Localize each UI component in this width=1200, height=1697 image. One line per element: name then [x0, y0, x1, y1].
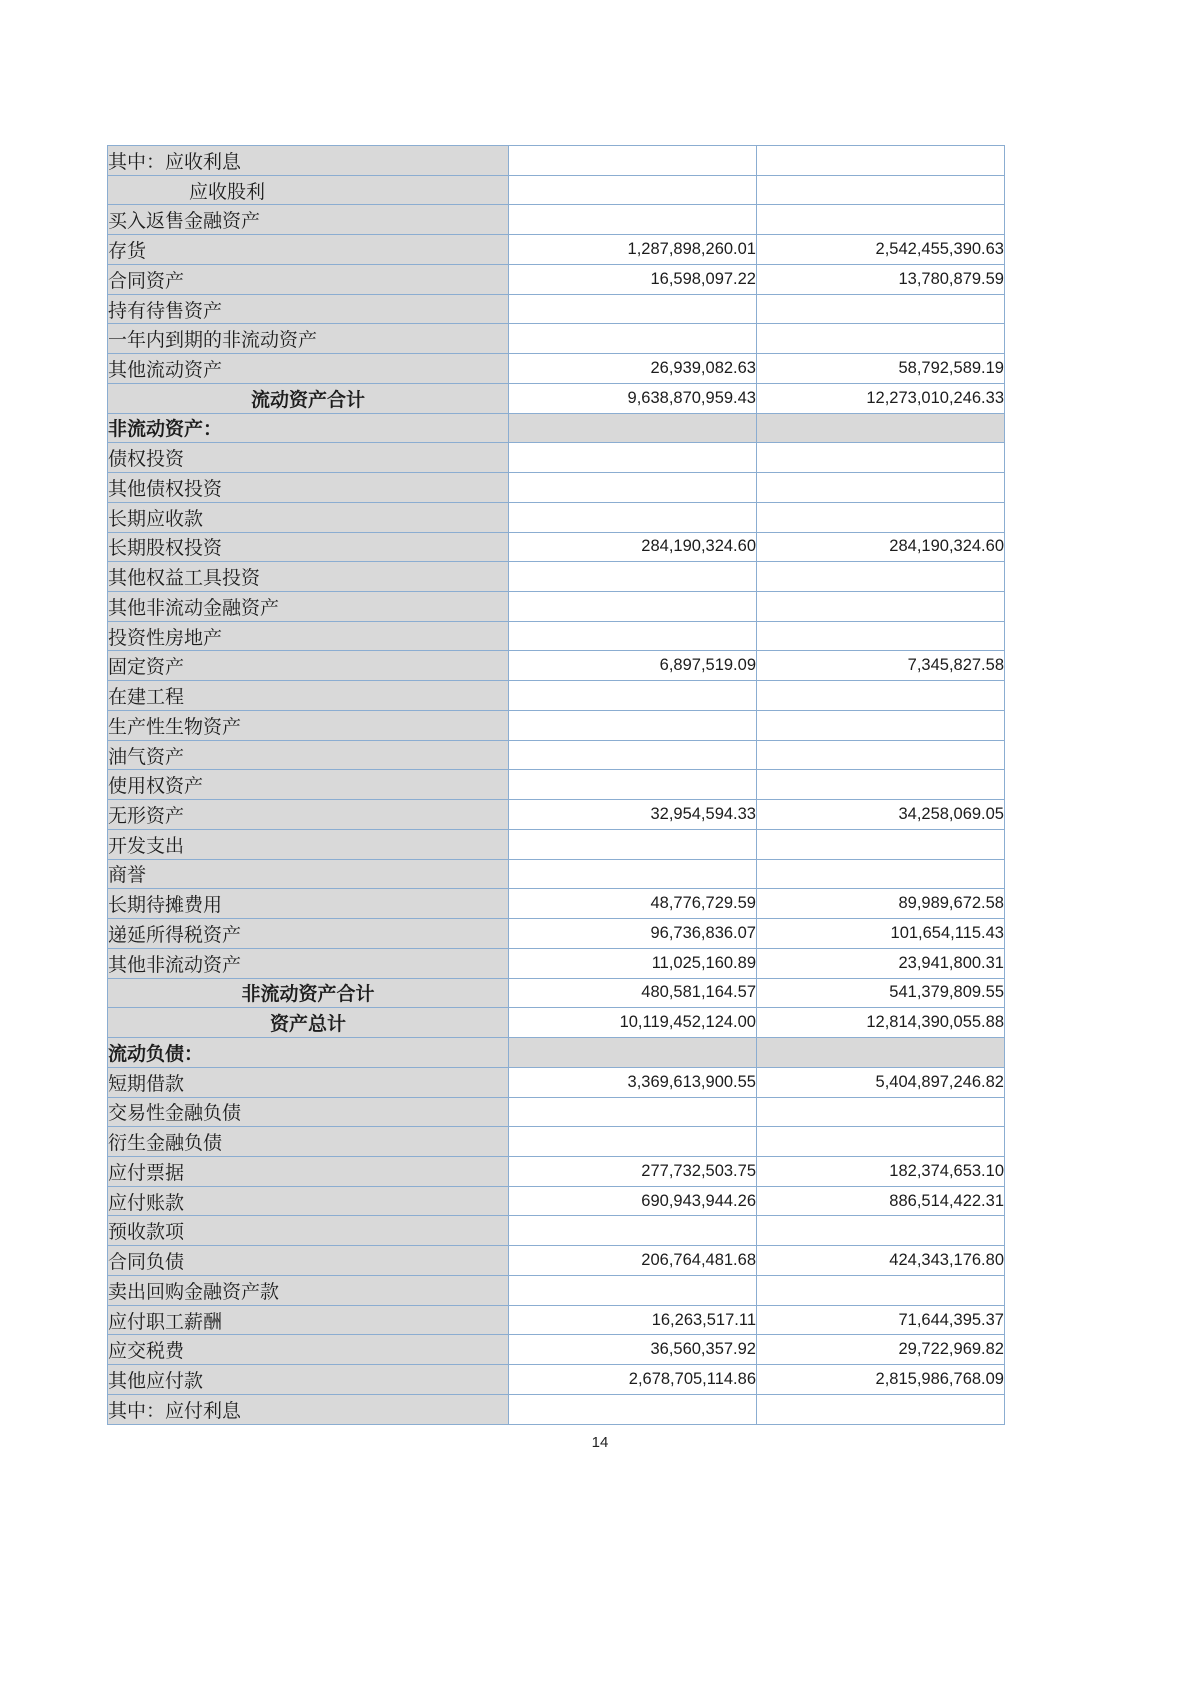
table-row	[108, 740, 1005, 770]
table-row	[108, 919, 1005, 949]
row-label-cell: 其中：应收利息	[108, 146, 509, 176]
value-previous-cell	[757, 681, 1005, 711]
table-row	[108, 1067, 1005, 1097]
row-label-cell: 应付职工薪酬	[108, 1305, 509, 1335]
table-row	[108, 502, 1005, 532]
value-previous-cell: 424,343,176.80	[757, 1246, 1005, 1276]
value-previous-cell	[757, 829, 1005, 859]
row-label-cell: 其他非流动金融资产	[108, 592, 509, 622]
value-current-cell	[509, 829, 757, 859]
value-previous-cell: 182,374,653.10	[757, 1156, 1005, 1186]
value-current-cell: 32,954,594.33	[509, 800, 757, 830]
value-previous-cell	[757, 562, 1005, 592]
row-label-cell: 应付票据	[108, 1156, 509, 1186]
value-previous-cell	[757, 621, 1005, 651]
table-row	[108, 294, 1005, 324]
table-row	[108, 1365, 1005, 1395]
table-row	[108, 443, 1005, 473]
table-row	[108, 473, 1005, 503]
table-row	[108, 770, 1005, 800]
value-previous-cell	[757, 443, 1005, 473]
row-label-cell: 生产性生物资产	[108, 710, 509, 740]
row-label-cell: 开发支出	[108, 829, 509, 859]
value-previous-cell	[757, 710, 1005, 740]
table-row	[108, 1156, 1005, 1186]
row-label-cell: 其他流动资产	[108, 354, 509, 384]
value-previous-cell: 541,379,809.55	[757, 978, 1005, 1008]
value-previous-cell: 23,941,800.31	[757, 948, 1005, 978]
page-number: 14	[591, 1434, 609, 1451]
value-current-cell	[509, 413, 757, 443]
row-label-cell: 无形资产	[108, 800, 509, 830]
row-label-cell: 应付账款	[108, 1186, 509, 1216]
table-row	[108, 205, 1005, 235]
row-label-cell: 投资性房地产	[108, 621, 509, 651]
value-current-cell	[509, 710, 757, 740]
row-label-cell: 买入返售金融资产	[108, 205, 509, 235]
value-current-cell	[509, 473, 757, 503]
value-current-cell: 96,736,836.07	[509, 919, 757, 949]
value-previous-cell	[757, 1275, 1005, 1305]
balance-sheet	[107, 145, 1004, 1425]
value-previous-cell: 2,815,986,768.09	[757, 1365, 1005, 1395]
row-label-cell: 合同负债	[108, 1246, 509, 1276]
value-current-cell	[509, 681, 757, 711]
row-label-cell: 持有待售资产	[108, 294, 509, 324]
row-label-cell: 流动资产合计	[108, 383, 509, 413]
row-label-cell: 其他债权投资	[108, 473, 509, 503]
value-previous-cell: 89,989,672.58	[757, 889, 1005, 919]
value-current-cell	[509, 859, 757, 889]
row-label-cell: 非流动资产合计	[108, 978, 509, 1008]
row-label-cell: 长期应收款	[108, 502, 509, 532]
value-current-cell: 2,678,705,114.86	[509, 1365, 757, 1395]
value-current-cell: 16,598,097.22	[509, 264, 757, 294]
table-row	[108, 978, 1005, 1008]
value-previous-cell: 12,273,010,246.33	[757, 383, 1005, 413]
value-current-cell: 1,287,898,260.01	[509, 235, 757, 265]
value-current-cell	[509, 175, 757, 205]
row-label-cell: 非流动资产：	[108, 413, 509, 443]
value-current-cell: 277,732,503.75	[509, 1156, 757, 1186]
value-previous-cell: 71,644,395.37	[757, 1305, 1005, 1335]
value-previous-cell: 886,514,422.31	[757, 1186, 1005, 1216]
value-current-cell: 48,776,729.59	[509, 889, 757, 919]
value-previous-cell	[757, 473, 1005, 503]
balance-sheet-table	[107, 145, 1005, 1425]
value-current-cell	[509, 294, 757, 324]
value-current-cell: 6,897,519.09	[509, 651, 757, 681]
value-current-cell	[509, 770, 757, 800]
value-current-cell	[509, 621, 757, 651]
table-row	[108, 1038, 1005, 1068]
table-row	[108, 413, 1005, 443]
row-label-cell: 合同资产	[108, 264, 509, 294]
table-row	[108, 324, 1005, 354]
value-previous-cell	[757, 1127, 1005, 1157]
value-current-cell	[509, 205, 757, 235]
table-row	[108, 383, 1005, 413]
value-current-cell	[509, 1127, 757, 1157]
row-label-cell: 商誉	[108, 859, 509, 889]
table-row	[108, 829, 1005, 859]
table-row	[108, 532, 1005, 562]
row-label-cell: 流动负债：	[108, 1038, 509, 1068]
row-label-cell: 油气资产	[108, 740, 509, 770]
table-row	[108, 651, 1005, 681]
table-row	[108, 1335, 1005, 1365]
table-row	[108, 1097, 1005, 1127]
table-row	[108, 1305, 1005, 1335]
value-current-cell: 10,119,452,124.00	[509, 1008, 757, 1038]
value-current-cell	[509, 1216, 757, 1246]
value-current-cell	[509, 1275, 757, 1305]
value-current-cell	[509, 1394, 757, 1424]
value-current-cell: 284,190,324.60	[509, 532, 757, 562]
value-current-cell	[509, 562, 757, 592]
table-row	[108, 710, 1005, 740]
table-row	[108, 1394, 1005, 1424]
row-label-cell: 长期待摊费用	[108, 889, 509, 919]
value-previous-cell: 284,190,324.60	[757, 532, 1005, 562]
value-current-cell: 9,638,870,959.43	[509, 383, 757, 413]
row-label-cell: 在建工程	[108, 681, 509, 711]
value-current-cell	[509, 324, 757, 354]
row-label-cell: 存货	[108, 235, 509, 265]
value-previous-cell	[757, 859, 1005, 889]
value-previous-cell: 101,654,115.43	[757, 919, 1005, 949]
value-current-cell: 36,560,357.92	[509, 1335, 757, 1365]
table-row	[108, 1127, 1005, 1157]
value-previous-cell	[757, 1097, 1005, 1127]
value-current-cell	[509, 146, 757, 176]
row-label-cell: 其中：应付利息	[108, 1394, 509, 1424]
value-current-cell: 480,581,164.57	[509, 978, 757, 1008]
value-previous-cell	[757, 502, 1005, 532]
row-label-cell: 应交税费	[108, 1335, 509, 1365]
table-row	[108, 562, 1005, 592]
value-previous-cell: 58,792,589.19	[757, 354, 1005, 384]
table-row	[108, 1216, 1005, 1246]
table-row	[108, 1246, 1005, 1276]
value-previous-cell	[757, 205, 1005, 235]
table-row	[108, 235, 1005, 265]
table-row	[108, 681, 1005, 711]
row-label-cell: 资产总计	[108, 1008, 509, 1038]
value-previous-cell	[757, 175, 1005, 205]
row-label-cell: 长期股权投资	[108, 532, 509, 562]
value-previous-cell	[757, 146, 1005, 176]
value-current-cell: 206,764,481.68	[509, 1246, 757, 1276]
value-current-cell	[509, 443, 757, 473]
value-current-cell: 26,939,082.63	[509, 354, 757, 384]
value-previous-cell: 13,780,879.59	[757, 264, 1005, 294]
table-row	[108, 889, 1005, 919]
row-label-cell: 债权投资	[108, 443, 509, 473]
value-previous-cell	[757, 592, 1005, 622]
value-previous-cell	[757, 413, 1005, 443]
row-label-cell: 衍生金融负债	[108, 1127, 509, 1157]
table-row	[108, 1275, 1005, 1305]
row-label-cell: 其他应付款	[108, 1365, 509, 1395]
row-label-cell: 一年内到期的非流动资产	[108, 324, 509, 354]
value-previous-cell: 7,345,827.58	[757, 651, 1005, 681]
table-row	[108, 1008, 1005, 1038]
table-row	[108, 146, 1005, 176]
value-previous-cell	[757, 1038, 1005, 1068]
value-previous-cell: 2,542,455,390.63	[757, 235, 1005, 265]
row-label-cell: 短期借款	[108, 1067, 509, 1097]
value-current-cell	[509, 1038, 757, 1068]
row-label-cell: 预收款项	[108, 1216, 509, 1246]
value-current-cell	[509, 740, 757, 770]
value-current-cell: 3,369,613,900.55	[509, 1067, 757, 1097]
value-previous-cell	[757, 1216, 1005, 1246]
row-label-cell: 其他非流动资产	[108, 948, 509, 978]
value-previous-cell	[757, 294, 1005, 324]
value-previous-cell	[757, 770, 1005, 800]
value-current-cell	[509, 592, 757, 622]
value-current-cell: 11,025,160.89	[509, 948, 757, 978]
value-current-cell	[509, 502, 757, 532]
value-previous-cell: 5,404,897,246.82	[757, 1067, 1005, 1097]
table-row	[108, 948, 1005, 978]
value-previous-cell: 29,722,969.82	[757, 1335, 1005, 1365]
row-label-cell: 使用权资产	[108, 770, 509, 800]
table-row	[108, 175, 1005, 205]
value-current-cell	[509, 1097, 757, 1127]
row-label-cell: 应收股利	[108, 175, 509, 205]
row-label-cell: 递延所得税资产	[108, 919, 509, 949]
row-label-cell: 卖出回购金融资产款	[108, 1275, 509, 1305]
value-previous-cell: 34,258,069.05	[757, 800, 1005, 830]
row-label-cell: 其他权益工具投资	[108, 562, 509, 592]
value-previous-cell	[757, 740, 1005, 770]
value-previous-cell	[757, 324, 1005, 354]
table-row	[108, 621, 1005, 651]
value-current-cell: 690,943,944.26	[509, 1186, 757, 1216]
row-label-cell: 交易性金融负债	[108, 1097, 509, 1127]
row-label-cell: 固定资产	[108, 651, 509, 681]
table-row	[108, 264, 1005, 294]
value-previous-cell: 12,814,390,055.88	[757, 1008, 1005, 1038]
table-row	[108, 859, 1005, 889]
table-row	[108, 1186, 1005, 1216]
table-row	[108, 800, 1005, 830]
table-row	[108, 592, 1005, 622]
value-previous-cell	[757, 1394, 1005, 1424]
value-current-cell: 16,263,517.11	[509, 1305, 757, 1335]
table-row	[108, 354, 1005, 384]
